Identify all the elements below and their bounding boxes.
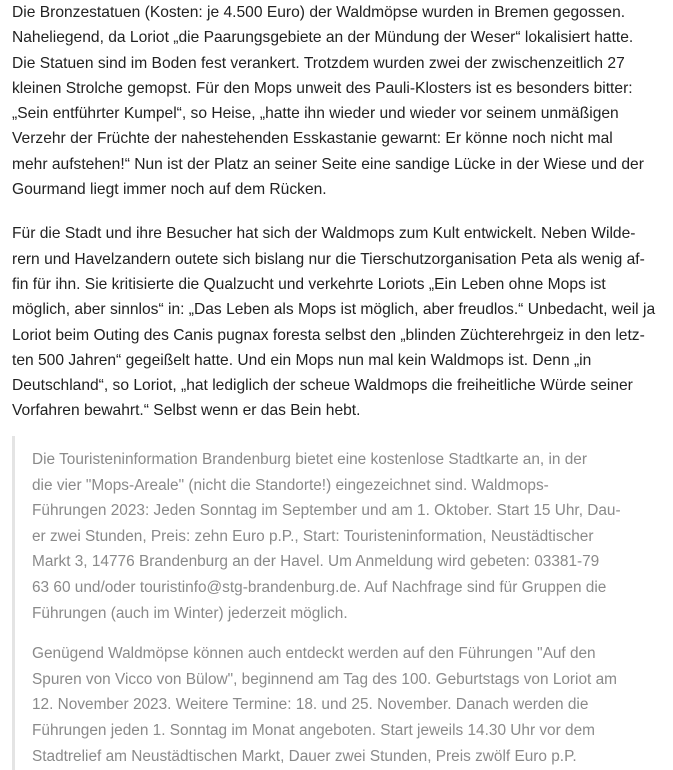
info-paragraph <box>32 641 632 769</box>
article-body <box>12 0 662 424</box>
text-line: Verzehr der Früchte der nahestehenden Esskastanie gewarnt: Er könne noch nicht mal <box>12 130 613 148</box>
info-paragraph <box>32 436 632 626</box>
text-line: die vier "Mops-Areale" (nicht die Standorte!) eingezeichnet sind. Waldmops- <box>32 476 549 494</box>
article-paragraph <box>12 221 662 423</box>
text-line: Die Statuen sind im Boden fest verankert. Trotzdem wurden zwei der zwischenzeitlich 27 <box>12 54 625 72</box>
text-line: Spuren von Vicco von Bülow", beginnend am Tag des 100. Geburtstags von Loriot am <box>32 670 617 688</box>
text-line: Markt 3, 14776 Brandenburg an der Havel. Um Anmeldung wird gebeten: 03381-79 <box>32 553 600 571</box>
article-paragraph <box>12 0 662 202</box>
text-line: Naheliegend, da Loriot „die Paarungsgebiete an der Mündung der Weser“ lokalisiert hatte. <box>12 29 634 47</box>
text-line: mehr aufstehen!“ Nun ist der Platz an seiner Seite eine sandige Lücke in der Wiese und der <box>12 155 644 173</box>
text-line: Die Bronzestatuen (Kosten: je 4.500 Euro) der Waldmöpse wurden in Bremen gegossen. <box>12 4 626 21</box>
text-line: Führungen (auch im Winter) jederzeit möglich. <box>32 604 348 622</box>
text-line: er zwei Stunden, Preis: zehn Euro p.P., Start: Touristeninformation, Neustädtischer <box>32 527 594 545</box>
text-line: 63 60 und/oder touristinfo@stg-brandenburg.de. Auf Nachfrage sind für Gruppen die <box>32 578 607 596</box>
text-line: möglich, aber sinnlos“ in: „Das Leben als Mops ist möglich, aber freudlos.“ Unbedacht, weil ja <box>12 301 656 319</box>
text-line: Führungen jeden 1. Sonntag im Monat angeboten. Start jeweils 14.30 Uhr vor dem <box>32 721 595 739</box>
text-line: Die Touristeninformation Brandenburg bietet eine kostenlose Stadtkarte an, in der <box>32 451 587 468</box>
text-line: 12. November 2023. Weitere Termine: 18. und 25. November. Danach werden die <box>32 696 589 714</box>
text-line: Stadtrelief am Neustädtischen Markt, Dauer zwei Stunden, Preis zwölf Euro p.P. <box>32 747 577 765</box>
text-line: Führungen 2023: Jeden Sonntag im September und am 1. Oktober. Start 15 Uhr, Dau- <box>32 502 621 520</box>
text-line: Gourmand liegt immer noch auf dem Rücken. <box>12 181 327 199</box>
text-line: Loriot beim Outing des Canis pugnax foresta selbst den „blinden Züchterehrgeiz in den letz- <box>12 326 645 344</box>
text-line: rern und Havelzandern outete sich bislang nur die Tierschutzorganisation Peta als wenig af- <box>12 250 645 268</box>
text-line: ten 500 Jahren“ gegeißelt hatte. Und ein Mops nun mal kein Waldmops ist. Denn „in <box>12 351 592 369</box>
text-line: kleinen Strolche gemopst. Für den Mops unweit des Pauli-Klosters ist es besonders bitter: <box>12 79 633 97</box>
text-line: Genügend Waldmöpse können auch entdeckt werden auf den Führungen "Auf den <box>32 645 596 663</box>
text-line: Für die Stadt und ihre Besucher hat sich der Waldmops zum Kult entwickelt. Neben Wilde- <box>12 225 636 243</box>
text-line: fin für ihn. Sie kritisierte die Qualzucht und verkehrte Loriots „Ein Leben ohne Mops ist <box>12 275 606 293</box>
text-line: Deutschland“, so Loriot, „hat lediglich der scheue Waldmops die freiheitliche Würde seiner <box>12 377 633 395</box>
info-box <box>12 436 640 770</box>
text-line: Vorfahren bewahrt.“ Selbst wenn er das Bein hebt. <box>12 402 361 420</box>
text-line: „Sein entführter Kumpel“, so Heise, „hatte ihn wieder und wieder vor seinem unmäßigen <box>12 105 619 123</box>
